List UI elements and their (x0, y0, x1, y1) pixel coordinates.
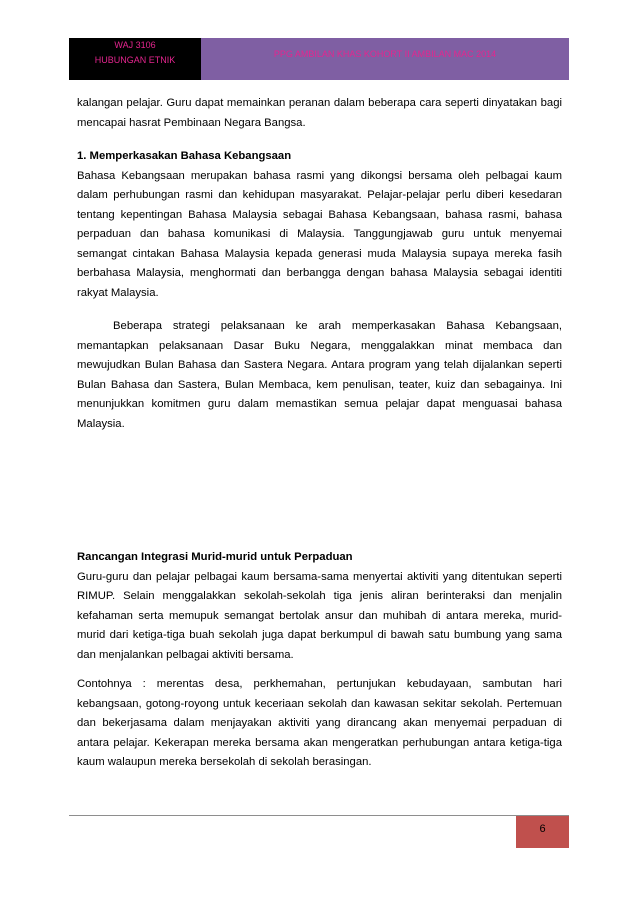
section1-paragraph-1: Bahasa Kebangsaan merupakan bahasa rasmi yang dikongsi bersama oleh pelbagai kaum dalam perhubungan rasmi dan kehidupan masyarakat. Pelajar-pelajar perlu diberi kesedaran tentang kepentingan Bahasa Malaysia sebagai Bahasa Kebangsaan, bahasa rasmi, bahasa perpaduan dan bahasa komunikasi di Malaysia. Tanggungjawab guru untuk menyemai semangat cintakan Bahasa Malaysia kepada generasi muda Malaysia supaya mereka fasih berbahasa Malaysia, menghormati dan berbangga dengan bahasa Malaysia sebagai identiti rakyat Malaysia. (77, 169, 562, 299)
course-code: WAJ 3106 (114, 40, 156, 50)
section1-paragraph-2: Beberapa strategi pelaksanaan ke arah memperkasakan Bahasa Kebangsaan, memantapkan pelaksanaan Dasar Buku Negara, menggalakkan minat membaca dan mewujudkan Bulan Bahasa dan Sastera Negara. Antara program yang telah dijalankan seperti Bulan Bahasa dan Sastera, Bulan Membaca, kem penulisan, teater, kuiz dan sebagainya. Ini menunjukkan komitmen guru dalam memastikan semua pelajar dapat menguasai bahasa Malaysia. (77, 320, 562, 430)
page-number: 6 (539, 823, 546, 835)
page-number-box (516, 816, 569, 848)
header-course-box (69, 38, 201, 80)
program-title: PPG AMBILAN KHAS KOHORT II AMBILAN MAC 2014 (273, 49, 497, 59)
footer-divider (69, 815, 569, 816)
intro-paragraph: kalangan pelajar. Guru dapat memainkan peranan dalam beberapa cara seperti dinyatakan bagi mencapai hasrat Pembinaan Negara Bangsa. (77, 97, 562, 129)
section2-paragraph-2: Contohnya : merentas desa, perkhemahan, pertunjukan kebudayaan, sambutan hari kebangsaan, gotong-royong untuk keceriaan sekolah dan kawasan sekitar sekolah. Pertemuan dan bekerjasama dalam menjayakan aktiviti yang dirancang akan menyemai perpaduan di antara pelajar. Kekerapan mereka bersama akan mengeratkan perhubungan antara ketiga-tiga kaum walaupun mereka bersekolah di sekolah berasingan. (77, 678, 562, 768)
course-title: HUBUNGAN ETNIK (94, 55, 176, 65)
header-program-box (201, 38, 569, 80)
blank-space (77, 434, 562, 548)
section2-paragraph-1: Guru-guru dan pelajar pelbagai kaum bersama-sama menyertai aktiviti yang ditentukan seperti RIMUP. Selain menggalakkan sekolah-sekolah tiga jenis aliran berinteraksi dan menjalin kefahaman serta memupuk semangat bertolak ansur dan muhibah di antara mereka, murid-murid dari ketiga-tiga buah sekolah juga dapat berkumpul di bawah satu bumbung yang sama dan menjalankan pelbagai aktiviti bersama. (77, 570, 562, 661)
document-body (77, 94, 562, 773)
section1-heading: 1. Memperkasakan Bahasa Kebangsaan (77, 150, 292, 162)
section2-heading: Rancangan Integrasi Murid-murid untuk Perpaduan (77, 551, 353, 563)
